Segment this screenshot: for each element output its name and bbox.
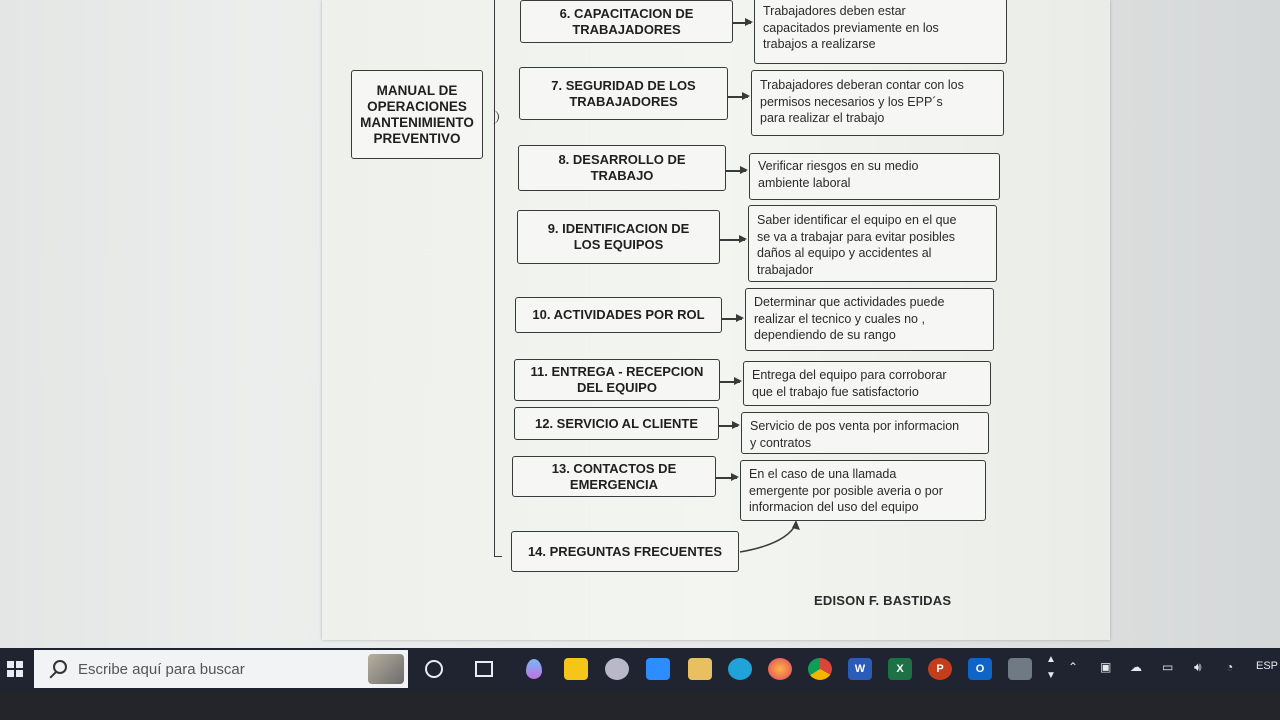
arrow-7 bbox=[728, 96, 748, 98]
task-view-icon[interactable] bbox=[472, 658, 496, 680]
item-description-7: Trabajadores deberan contar con los permisos necesarios y los EPP´s para realizar el trabajo bbox=[751, 70, 1004, 136]
brace-line bbox=[494, 0, 505, 556]
scroll-arrows-icon[interactable]: ▲ ▼ bbox=[1046, 654, 1056, 681]
author-name: EDISON F. BASTIDAS bbox=[814, 593, 952, 608]
arrow-12 bbox=[719, 425, 738, 427]
arrow-8 bbox=[726, 170, 746, 172]
curved-arrow bbox=[736, 518, 806, 558]
item-title-13: 13. CONTACTOS DE EMERGENCIA bbox=[512, 456, 716, 497]
battery-icon[interactable]: ▭ bbox=[1162, 660, 1174, 674]
edge-icon[interactable] bbox=[728, 658, 752, 680]
show-hidden-icons-icon[interactable]: ⌃ bbox=[1068, 660, 1079, 674]
zoom-icon[interactable] bbox=[646, 658, 670, 680]
arrow-6 bbox=[733, 22, 751, 24]
droplet-app-icon[interactable] bbox=[522, 658, 546, 680]
start-button[interactable] bbox=[0, 648, 30, 690]
item-description-9: Saber identificar el equipo en el que se va a trabajar para evitar posibles daños al equipo y accidentes al trabajador bbox=[748, 205, 997, 282]
photos-icon[interactable] bbox=[1008, 658, 1032, 680]
item-description-13: En el caso de una llamada emergente por posible averia o por informacion del uso del equipo bbox=[740, 460, 986, 521]
word-icon[interactable]: W bbox=[848, 658, 872, 680]
sticky-notes-icon[interactable] bbox=[564, 658, 588, 680]
search-placeholder: Escribe aquí para buscar bbox=[78, 660, 245, 678]
item-title-10: 10. ACTIVIDADES POR ROL bbox=[515, 297, 722, 333]
arrow-10 bbox=[722, 318, 742, 320]
brace-bottom bbox=[494, 548, 502, 557]
firefox-icon[interactable] bbox=[768, 658, 792, 680]
taskbar bbox=[0, 648, 1280, 690]
item-description-10: Determinar que actividades puede realizar el tecnico y cuales no , dependiendo de su rango bbox=[745, 288, 994, 351]
item-title-12: 12. SERVICIO AL CLIENTE bbox=[514, 407, 719, 440]
arrow-11 bbox=[720, 381, 740, 383]
system-tray bbox=[1044, 648, 1280, 690]
arrow-13 bbox=[716, 477, 737, 479]
search-box[interactable] bbox=[34, 650, 408, 688]
main-topic-box: MANUAL DE OPERACIONES MANTENIMIENTO PREVENTIVO bbox=[351, 70, 483, 159]
language-indicator[interactable]: ESP bbox=[1256, 660, 1279, 672]
item-title-11: 11. ENTREGA - RECEPCION DEL EQUIPO bbox=[514, 359, 720, 401]
item-description-11: Entrega del equipo para corroborar que el trabajo fue satisfactorio bbox=[743, 361, 991, 406]
onedrive-icon[interactable]: ☁ bbox=[1130, 660, 1142, 674]
powerpoint-icon[interactable]: P bbox=[928, 658, 952, 680]
outlook-icon[interactable]: O bbox=[968, 658, 992, 680]
meet-now-icon[interactable]: ▣ bbox=[1100, 660, 1112, 674]
item-title-7: 7. SEGURIDAD DE LOS TRABAJADORES bbox=[519, 67, 728, 120]
windows-logo-icon bbox=[7, 661, 23, 677]
search-icon bbox=[48, 659, 68, 679]
item-title-9: 9. IDENTIFICACION DE LOS EQUIPOS bbox=[517, 210, 720, 264]
cortana-icon[interactable] bbox=[422, 658, 446, 680]
file-explorer-icon[interactable] bbox=[688, 658, 712, 680]
excel-icon[interactable]: X bbox=[888, 658, 912, 680]
arrow-9 bbox=[720, 239, 745, 241]
volume-icon[interactable]: 🔊︎ bbox=[1194, 660, 1202, 674]
item-description-6: Trabajadores deben estar capacitados previamente en los trabajos a realizarse bbox=[754, 0, 1007, 64]
wifi-icon[interactable]: ◔ bbox=[1226, 660, 1234, 674]
item-description-8: Verificar riesgos en su medio ambiente laboral bbox=[749, 153, 1000, 200]
item-title-6: 6. CAPACITACION DE TRABAJADORES bbox=[520, 0, 733, 43]
search-highlight-image bbox=[368, 654, 404, 684]
item-description-12: Servicio de pos venta por informacion y contratos bbox=[741, 412, 989, 454]
chrome-icon[interactable] bbox=[808, 658, 832, 680]
item-title-14: 14. PREGUNTAS FRECUENTES bbox=[511, 531, 739, 572]
paint-icon[interactable] bbox=[605, 658, 629, 680]
item-title-8: 8. DESARROLLO DE TRABAJO bbox=[518, 145, 726, 191]
monitor-bezel bbox=[0, 690, 1280, 720]
